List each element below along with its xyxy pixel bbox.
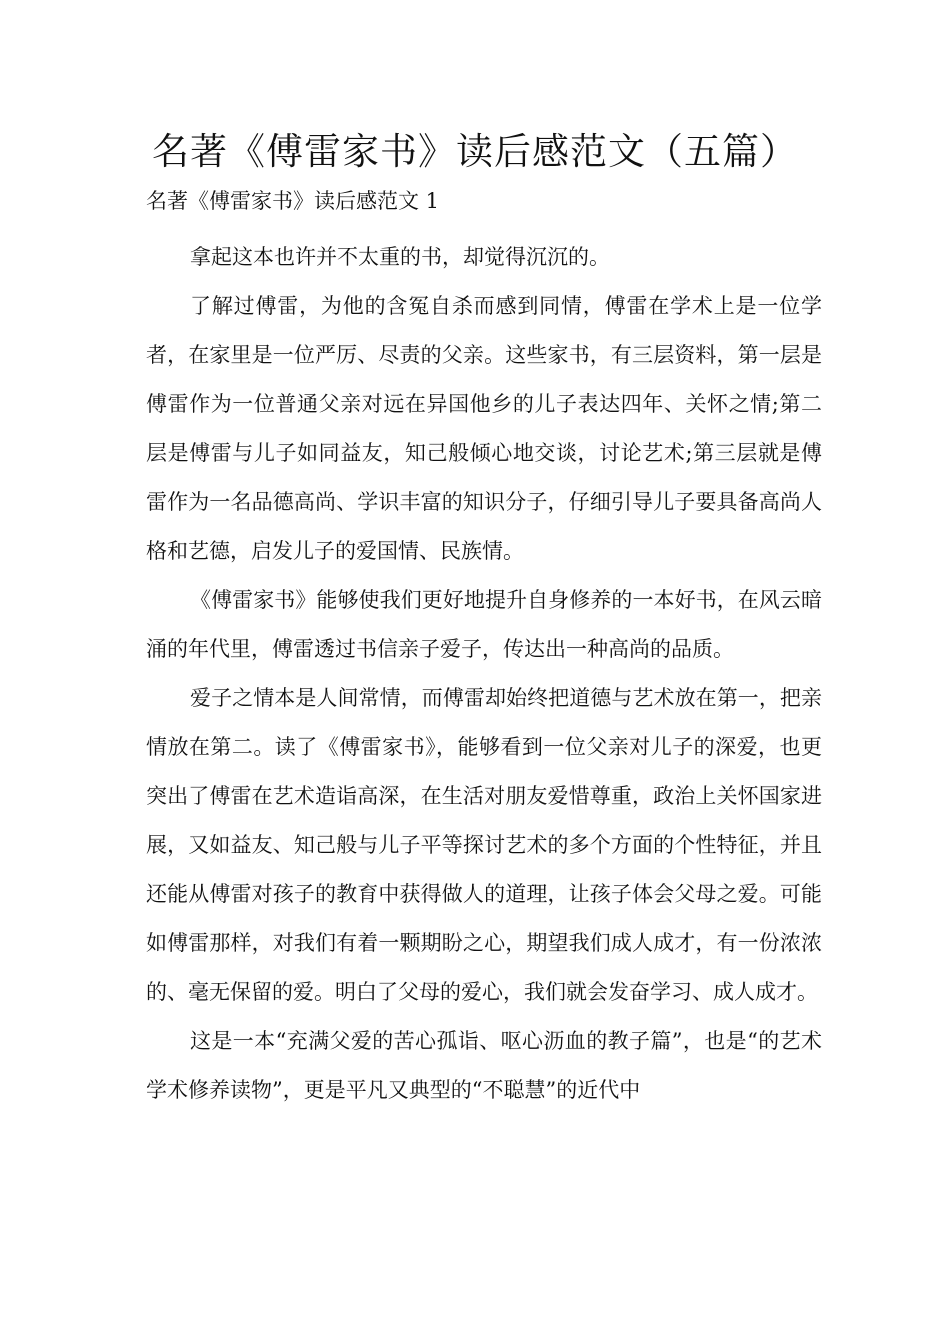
paragraph-3: 《傅雷家书》能够使我们更好地提升自身修养的一本好书，在风云暗涌的年代里，傅雷透过书信亲子爱子，传达出一种高尚的品质。 (146, 588, 822, 661)
document-body (146, 233, 822, 1115)
paragraph-4: 爱子之情本是人间常情，而傅雷却始终把道德与艺术放在第一，把亲情放在第二。读了《傅雷家书》，能够看到一位父亲对儿子的深爱，也更突出了傅雷在艺术造诣高深，在生活对朋友爱惜尊重，政治上关怀国家进展，又如益友、知己般与儿子平等探讨艺术的多个方面的个性特征，并且还能从傅雷对孩子的教育中获得做人的道理，让孩子体会父母之爱。可能如傅雷那样，对我们有着一颗期盼之心，期望我们成人成才，有一份浓浓的、毫无保留的爱。明白了父母的爱心，我们就会发奋学习、成人成才。 (146, 686, 822, 1004)
paragraph-1: 拿起这本也许并不太重的书，却觉得沉沉的。 (190, 245, 610, 269)
paragraph-2: 了解过傅雷，为他的含冤自杀而感到同情，傅雷在学术上是一位学者，在家里是一位严厉、尽责的父亲。这些家书，有三层资料，第一层是傅雷作为一位普通父亲对远在异国他乡的儿子表达四年、关怀之情;第二层是傅雷与儿子如同益友，知己般倾心地交谈，讨论艺术;第三层就是傅雷作为一名品德高尚、学识丰富的知识分子，仔细引导儿子要具备高尚人格和艺德，启发儿子的爱国情、民族情。 (146, 294, 822, 563)
document-title: 名著《傅雷家书》读后感范文（五篇） (152, 130, 798, 173)
section-heading: 名著《傅雷家书》读后感范文 1 (146, 189, 440, 213)
paragraph-5: 这是一本“充满父爱的苦心孤诣、呕心沥血的教子篇”，也是“的艺术学术修养读物”，更是平凡又典型的“不聪慧”的近代中 (146, 1029, 822, 1102)
